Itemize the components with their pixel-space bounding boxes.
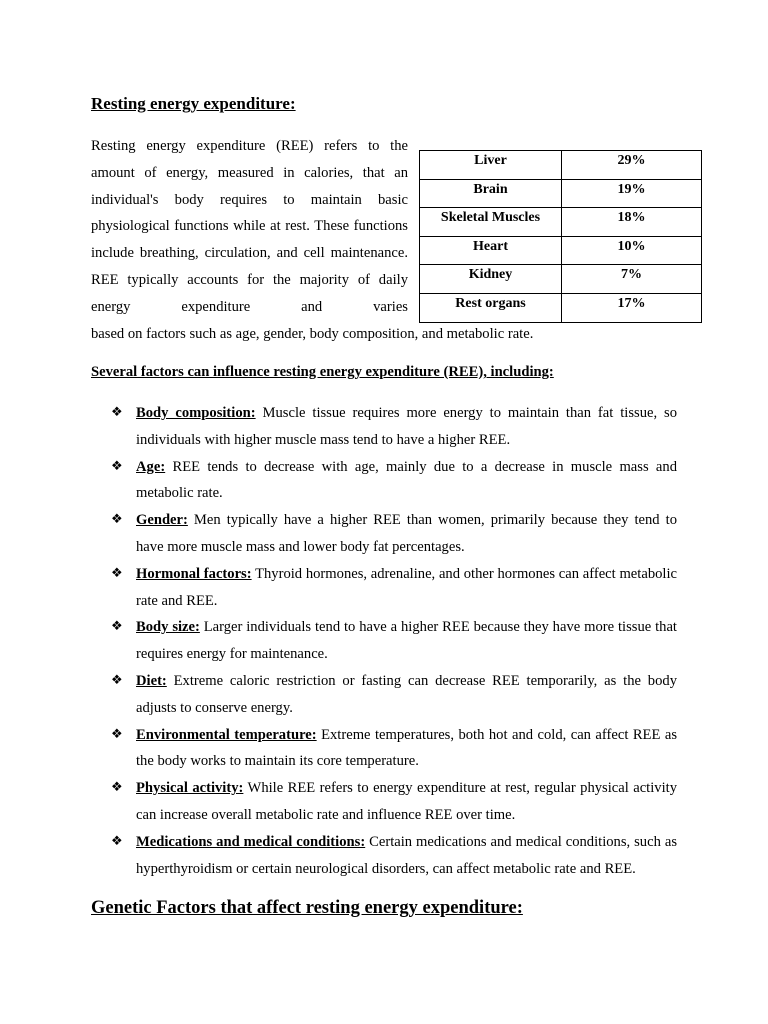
organ-name-cell: Heart [420, 236, 562, 265]
organ-name-cell: Rest organs [420, 293, 562, 322]
organ-percent-cell: 7% [562, 265, 702, 294]
genetic-factors-heading: Genetic Factors that affect resting energy expenditure: [91, 898, 523, 918]
factor-description: Thyroid hormones, adrenaline, and other hormones can affect metabolic rate and REE. [136, 565, 677, 609]
factor-description: Men typically have a higher REE than women, primarily because they tend to have more muscle mass and lower body fat percentages. [136, 512, 677, 555]
organ-percent-cell: 18% [562, 208, 702, 237]
table-row [420, 151, 702, 180]
factor-term: Diet: [136, 672, 167, 689]
factor-term: Body composition: [136, 405, 256, 421]
factor-description: Muscle tissue requires more energy to maintain than fat tissue, so individuals with higher muscle mass tend to have a higher REE. [136, 405, 677, 448]
factor-description: Larger individuals tend to have a higher REE because they have more tissue that requires energy for maintenance. [136, 619, 677, 663]
diamond-bullet-icon: ❖ [111, 512, 123, 528]
diamond-bullet-icon: ❖ [111, 780, 123, 796]
factor-description: Extreme temperatures, both hot and cold, can affect REE as the body works to maintain its core temperature. [136, 726, 678, 770]
list-item [111, 614, 677, 668]
organ-name-cell: Brain [420, 179, 562, 208]
factors-heading: Several factors can influence resting energy expenditure (REE), including: [91, 364, 554, 380]
factor-term: Physical activity: [136, 780, 244, 797]
factor-description: Extreme caloric restriction or fasting can decrease REE temporarily, as the body adjusts to conserve energy. [136, 672, 677, 716]
diamond-bullet-icon: ❖ [111, 726, 123, 742]
diamond-bullet-icon: ❖ [111, 405, 123, 420]
diamond-bullet-icon: ❖ [111, 565, 123, 581]
diamond-bullet-icon: ❖ [111, 672, 123, 688]
list-item [111, 454, 677, 508]
diamond-bullet-icon: ❖ [111, 458, 123, 474]
organ-percent-cell: 10% [562, 236, 702, 265]
intro-paragraph: Resting energy expenditure (REE) refers to the amount of energy, measured in calories, that an individual's body requires to maintain basic physiological functions while at rest. These functions include breathing, circulation, and cell maintenance. REE typically accounts for the majority of daily energy expenditure and varies [91, 138, 408, 315]
factor-term: Hormonal factors: [136, 565, 252, 582]
list-item [111, 722, 677, 776]
organ-name-cell: Skeletal Muscles [420, 208, 562, 237]
table-row [420, 265, 702, 294]
organ-name-cell: Liver [420, 151, 562, 180]
factor-term: Environmental temperature: [136, 726, 317, 743]
factor-list [111, 400, 677, 882]
factor-description: Certain medications and medical conditions, such as hyperthyroidism or certain neurological disorders, can affect metabolic rate and REE. [136, 833, 677, 877]
list-item [111, 507, 677, 561]
table-row [420, 179, 702, 208]
factor-term: Medications and medical conditions: [136, 833, 366, 850]
list-item [111, 829, 677, 883]
intro-paragraph-last-line: based on factors such as age, gender, body composition, and metabolic rate. [91, 326, 534, 342]
factor-term: Body size: [136, 619, 200, 636]
list-item [111, 775, 677, 829]
factor-term: Age: [136, 458, 166, 475]
section-heading-ree: Resting energy expenditure: [91, 94, 296, 113]
organ-energy-table [419, 150, 702, 323]
factor-term: Gender: [136, 512, 188, 529]
table-row [420, 208, 702, 237]
list-item [111, 668, 677, 722]
organ-percent-cell: 17% [562, 293, 702, 322]
organ-name-cell: Kidney [420, 265, 562, 294]
table-row [420, 293, 702, 322]
table-row [420, 236, 702, 265]
factor-description: REE tends to decrease with age, mainly due to a decrease in muscle mass and metabolic rate. [136, 458, 677, 502]
list-item [111, 561, 677, 615]
diamond-bullet-icon: ❖ [111, 833, 123, 849]
diamond-bullet-icon: ❖ [111, 619, 123, 635]
factor-description: While REE refers to energy expenditure at rest, regular physical activity can increase overall metabolic rate and influence REE over time. [136, 780, 677, 823]
list-item [111, 400, 677, 454]
organ-percent-cell: 29% [562, 151, 702, 180]
organ-percent-cell: 19% [562, 179, 702, 208]
